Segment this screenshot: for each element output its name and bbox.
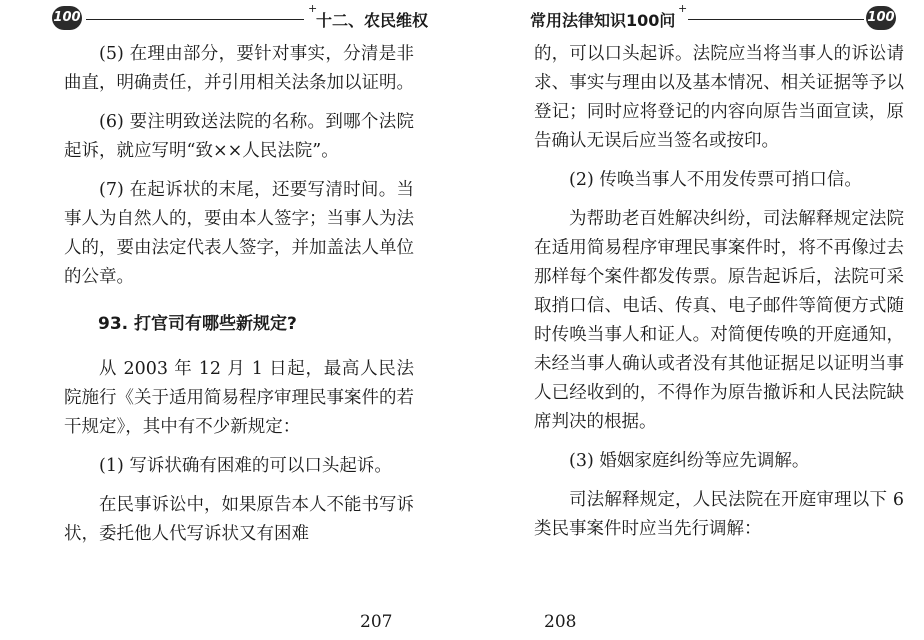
- right-header-mark: +: [678, 2, 688, 15]
- paragraph-item-5: (5) 在理由部分，要针对事实，分清是非曲直，明确责任，并引用相关法条加以证明。: [64, 44, 414, 93]
- right-page-number: 208: [544, 612, 577, 632]
- paragraph-rule-1-detail: 在民事诉讼中，如果原告本人不能书写诉状，委托他人代写诉状又有困难: [64, 495, 414, 544]
- right-header-title: 常用法律知识100问: [530, 11, 676, 30]
- left-header-rule: [86, 19, 304, 20]
- left-page-body: [64, 40, 414, 559]
- left-header-mark: +: [308, 2, 318, 15]
- paragraph-item-6: (6) 要注明致送法院的名称。到哪个法院起诉，就应写明“致××人民法院”。: [64, 112, 414, 161]
- left-page-number: 207: [360, 612, 393, 632]
- right-header-rule: [688, 19, 864, 20]
- left-running-header: [52, 2, 429, 30]
- paragraph-rule-2-detail: 为帮助老百姓解决纠纷，司法解释规定法院在适用简易程序审理民事案件时，将不再像过去那样每个案件都发传票。原告起诉后，法院可采取捎口信、电话、传真、电子邮件等简便方式随时传唤当事人和证人。对简便传唤的开庭通知，未经当事人确认或者没有其他证据足以证明当事人已经收到的，不得作为原告撤诉和人民法院缺席判决的根据。: [534, 209, 904, 432]
- right-page-body: [534, 40, 904, 554]
- paragraph-rule-3: (3) 婚姻家庭纠纷等应先调解。: [569, 451, 810, 471]
- right-running-header: [530, 2, 896, 30]
- paragraph-rule-2: (2) 传唤当事人不用发传票可捎口信。: [569, 170, 862, 190]
- question-93-title: 93. 打官司有哪些新规定?: [98, 314, 297, 334]
- right-page: [462, 0, 924, 640]
- paragraph-new-rules-intro: 从 2003 年 12 月 1 日起，最高人民法院施行《关于适用简易程序审理民事案件的若干规定》，其中有不少新规定：: [64, 359, 414, 437]
- right-header-badge: 100: [866, 6, 896, 30]
- paragraph-item-7: (7) 在起诉状的末尾，还要写清时间。当事人为自然人的，要由本人签字；当事人为法人的，要由法定代表人签字，并加盖法人单位的公章。: [64, 180, 414, 287]
- paragraph-rule-3-detail: 司法解释规定，人民法院在开庭审理以下 6 类民事案件时应当先行调解：: [534, 490, 904, 539]
- left-header-badge: 100: [52, 6, 82, 30]
- paragraph-oral-filing-cont: 的，可以口头起诉。法院应当将当事人的诉讼请求、事实与理由以及基本情况、相关证据等予以登记；同时应将登记的内容向原告当面宣读，原告确认无误后应当签名或按印。: [534, 44, 904, 151]
- left-header-title: 十二、农民维权: [316, 11, 429, 30]
- paragraph-rule-1: (1) 写诉状确有困难的可以口头起诉。: [99, 456, 392, 476]
